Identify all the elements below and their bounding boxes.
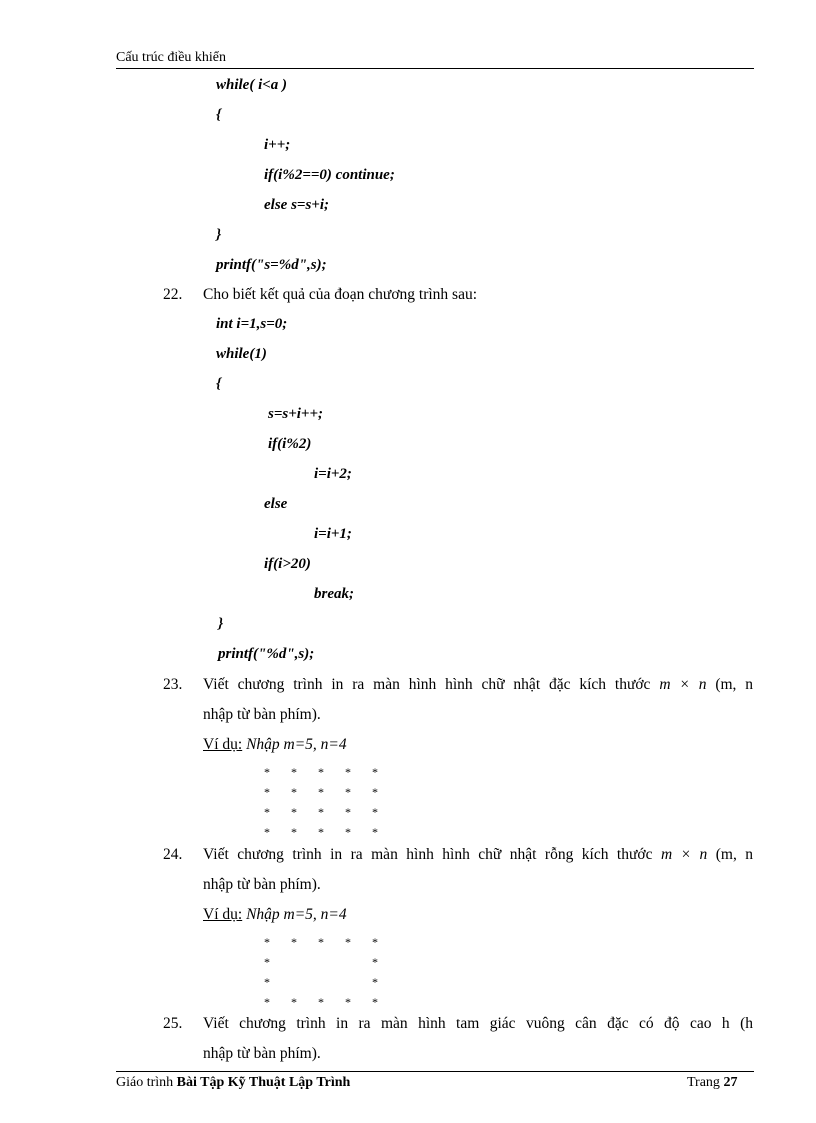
code-line: printf("s=%d",s); (216, 257, 327, 273)
code-line: break; (314, 586, 354, 602)
code-line: printf("%d",s); (218, 646, 315, 662)
example-line (203, 906, 347, 924)
exercise-text: nhập từ bàn phím). (203, 706, 321, 723)
page-number-value: 27 (723, 1075, 738, 1090)
exercise-text-line (203, 846, 753, 864)
example-text: Nhập m=5, n=4 (242, 906, 347, 923)
page-number (687, 1075, 737, 1091)
exercise-number: 23. (163, 676, 183, 693)
code-line: { (216, 107, 222, 123)
exercise-text: Viết chương trình in ra màn hình tam giác vuông cân đặc có độ cao h (h (203, 1015, 753, 1032)
exercise-text: Viết chương trình in ra màn hình hình chữ nhật rỗng kích thước (203, 846, 653, 863)
exercise-number: 24. (163, 846, 183, 863)
math-expression: m × n (659, 676, 707, 693)
code-line: if(i%2==0) continue; (264, 167, 395, 183)
code-line: i=i+1; (314, 526, 352, 542)
example-text: Nhập m=5, n=4 (242, 736, 347, 753)
code-line: } (218, 616, 224, 632)
example-label: Ví dụ: (203, 906, 243, 923)
code-line: if(i>20) (264, 556, 311, 572)
code-line: else s=s+i; (264, 197, 330, 213)
code-line: i++; (264, 137, 291, 153)
exercise-text: Viết chương trình in ra màn hình hình chữ nhật đặc kích thước (203, 676, 651, 693)
footer-divider (116, 1071, 754, 1072)
example-line (203, 736, 347, 754)
exercise-text: nhập từ bàn phím). (203, 876, 321, 893)
code-line: s=s+i++; (268, 406, 324, 422)
exercise-text: (m, n (715, 676, 754, 693)
code-line: i=i+2; (314, 466, 352, 482)
exercise-number: 25. (163, 1015, 183, 1032)
exercise-question: Cho biết kết quả của đoạn chương trình sau: (203, 286, 478, 303)
footer-book-title (116, 1075, 350, 1091)
header-divider (116, 68, 754, 69)
footer-title-bold: Bài Tập Kỹ Thuật Lập Trình (176, 1075, 351, 1090)
exercise-text: nhập từ bàn phím). (203, 1045, 321, 1062)
page-header-title: Cấu trúc điều khiển (116, 50, 227, 65)
code-line: int i=1,s=0; (216, 316, 288, 332)
exercise-text-line (203, 676, 753, 694)
exercise-text: (m, n (715, 846, 754, 863)
exercise-number: 22. (163, 286, 183, 303)
math-expression: m × n (660, 846, 708, 863)
code-line: while( i<a ) (216, 77, 288, 93)
example-label: Ví dụ: (203, 736, 243, 753)
code-line: { (216, 376, 222, 392)
code-line: else (264, 496, 288, 512)
page-label: Trang (687, 1075, 724, 1090)
code-line: while(1) (216, 346, 267, 362)
code-line: } (216, 227, 222, 243)
footer-prefix: Giáo trình (116, 1075, 177, 1090)
code-line: if(i%2) (268, 436, 312, 452)
